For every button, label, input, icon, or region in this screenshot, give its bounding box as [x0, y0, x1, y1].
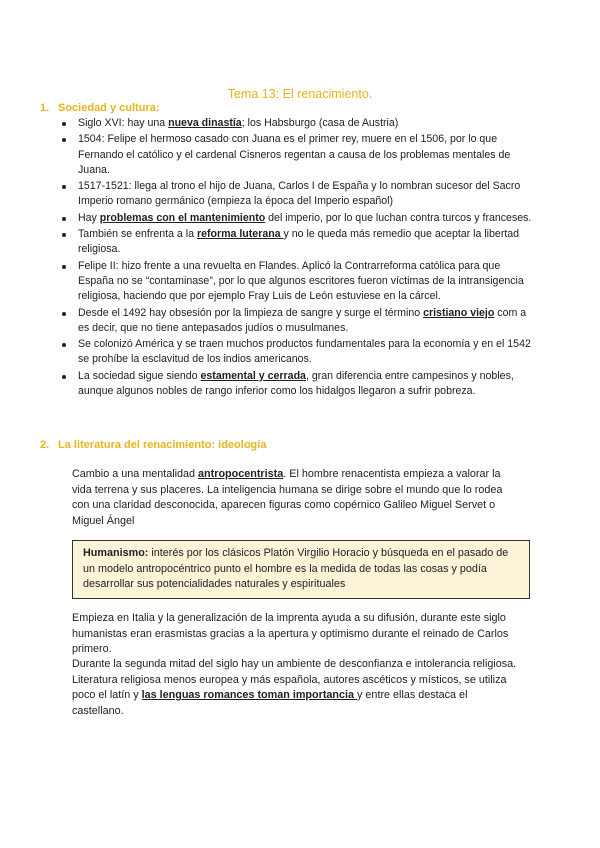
bullet-item	[62, 211, 532, 226]
bullet-text: 1504: Felipe el hermoso casado con Juana es el primer rey, muere en el 1506, por lo que Fernando el católico y el cardenal Cisneros regentan a causa de los problemas mentales de Juana.	[78, 133, 511, 176]
bullet-text: y no le queda más remedio que aceptar la libertad religiosa.	[78, 228, 520, 256]
paragraph-emphasis: antropocentrista	[198, 468, 284, 480]
section1-bullet-list	[62, 116, 532, 400]
paragraph-text: . El hombre renacentista empieza a valorar la vida terrena y sus placeres. La inteligencia humana se dirige sobre el mundo que lo rodea con una claridad desconocida, aparecen figuras como copérnico Galileo Miguel Servet o Miguel Ángel	[72, 468, 503, 527]
bullet-item	[62, 337, 532, 368]
humanismo-callout-box	[72, 540, 530, 599]
paragraph-text: Cambio a una mentalidad	[72, 468, 199, 480]
section1-heading-text: Sociedad y cultura:	[58, 102, 160, 114]
bullet-text: , gran diferencia entre campesinos y nobles, aunque algunos nobles de rango inferior como los hidalgos llegaron a sufrir pobreza.	[78, 369, 514, 398]
bullet-text: También se enfrenta a la	[78, 228, 197, 241]
paragraph-emphasis: las lenguas romances toman importancia	[141, 689, 358, 701]
section2-heading	[40, 438, 266, 453]
section2-number: 2.	[40, 439, 50, 451]
bullet-item	[62, 116, 532, 131]
bullet-item	[62, 306, 532, 337]
paragraph-text: y entre ellas destaca el castellano.	[72, 689, 468, 717]
bullet-text: ; los Habsburgo (casa de Austria)	[241, 117, 399, 129]
bullet-text: Felipe II: hizo frente a una revuelta en Flandes. Aplicó la Contrarreforma católica para que España no se “contaminase”, por lo que algunos escritores fueron víctimas de la intransigencia religiosa, haciendo que por ejemplo Fray Luis de León estuviese en la cárcel.	[78, 259, 524, 303]
page-title: Tema 13: El renacimiento.	[227, 87, 373, 101]
bullet-emphasis: nueva dinastía	[168, 117, 242, 129]
bullet-text: Hay	[78, 211, 100, 224]
bullet-emphasis: cristiano viejo	[423, 306, 495, 319]
bullet-text: Desde el 1492 hay obsesión por la limpieza de sangre y surge el término	[78, 306, 424, 319]
bullet-text: del imperio, por lo que luchan contra turcos y franceses.	[265, 211, 532, 224]
bullet-item	[62, 132, 532, 178]
bullet-text: Siglo XVI: hay una	[78, 117, 169, 129]
bullet-text: com a es decir, que no tiene antepasados judíos o musulmanes.	[78, 306, 527, 334]
bullet-text: 1517-1521: llega al trono el hijo de Juana, Carlos I de España y lo nombran sucesor del Sacro Imperio romano germánico (empieza la época del Imperio español)	[78, 180, 521, 208]
paragraph-text: Durante la segunda mitad del siglo hay un ambiente de desconfianza e intolerancia religiosa. Literatura religiosa menos europea y más española, autores ascéticos y místicos, se utiliza poco el latín y	[72, 658, 517, 701]
section1-heading	[40, 101, 159, 116]
callout-text: interés por los clásicos Platón Virgilio Horacio y búsqueda en el pasado de un modelo antropocéntrico punto el hombre es la medida de todas las cosas y podía desarrollar sus potencialidades naturales y espirituales	[83, 547, 509, 590]
bullet-item	[62, 227, 532, 258]
section2-heading-text: La literatura del renacimiento: ideología	[58, 439, 267, 451]
bullet-item	[62, 259, 532, 305]
section1-number: 1.	[40, 102, 50, 114]
paragraph-italia: Empieza en Italia y la generalización de la imprenta ayuda a su difusión, durante este siglo humanistas eran erasmistas gracias a la apertura y optimismo durante el reinado de Carlos primero.	[72, 612, 509, 655]
bullet-emphasis: estamental y cerrada	[200, 369, 306, 382]
bullet-item	[62, 179, 532, 210]
callout-label: Humanismo:	[83, 547, 149, 559]
bullet-text: Se colonizó América y se traen muchos productos fundamentales para la economía y en el 1542 se prohíbe la esclavitud de los indios americanos.	[78, 338, 531, 366]
bullet-emphasis: problemas con el mantenimiento	[99, 211, 266, 224]
bullet-emphasis: reforma luterana	[196, 228, 284, 241]
bullet-item	[62, 369, 532, 400]
paragraph-segunda-mitad	[72, 657, 522, 719]
bullet-text: La sociedad sigue siendo	[78, 369, 201, 382]
paragraph-mentalidad	[72, 467, 522, 529]
